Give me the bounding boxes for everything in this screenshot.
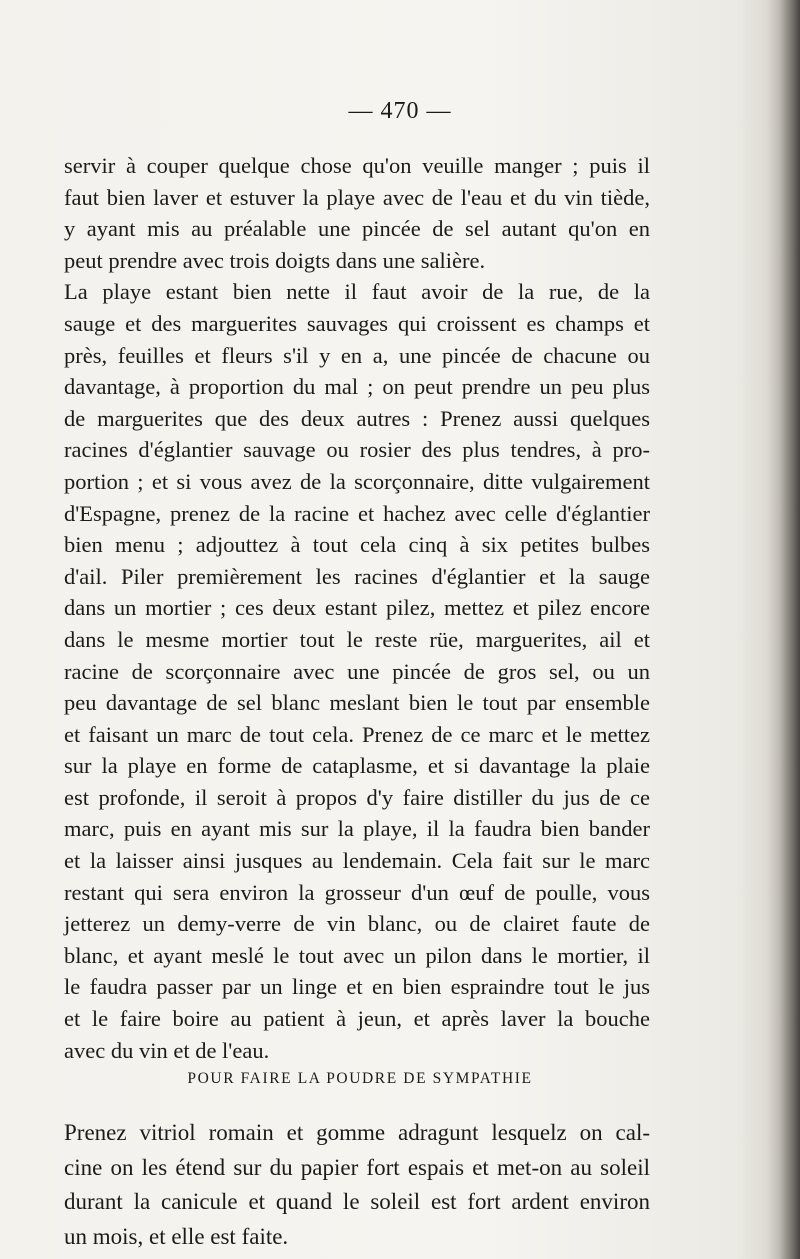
text-line: dans un mortier ; ces deux estant pilez, mettez et pilez encore xyxy=(64,595,650,621)
paragraph-1 xyxy=(64,150,650,1066)
text-line: sur la playe en forme de cataplasme, et si davantage la plaie xyxy=(64,753,650,779)
text-line: portion ; et si vous avez de la scorçonnaire, ditte vulgairement xyxy=(64,468,650,494)
text-line: est profonde, il seroit à propos d'y faire distiller du jus de ce xyxy=(64,784,650,810)
text-line: peut prendre avec trois doigts dans une salière. xyxy=(64,247,486,273)
text-line: d'Espagne, prenez de la racine et hachez avec celle d'églantier xyxy=(64,500,650,526)
text-line: avec du vin et de l'eau. xyxy=(64,1037,270,1063)
text-line: dans le mesme mortier tout le reste rüe, marguerites, ail et xyxy=(64,626,650,652)
text-line: restant qui sera environ la grosseur d'un œuf de poulle, vous xyxy=(64,879,650,905)
text-line: près, feuilles et fleurs s'il y en a, une pincée de chacune ou xyxy=(64,342,650,368)
paragraph-2 xyxy=(64,1116,650,1254)
text-line: marc, puis en ayant mis sur la playe, il la faudra bien bander xyxy=(64,816,650,842)
text-line: racine de scorçonnaire avec une pincée de gros sel, ou un xyxy=(64,658,650,684)
text-line: durant la canicule et quand le soleil est fort ardent environ xyxy=(64,1189,650,1214)
text-line: servir à couper quelque chose qu'on veuille manger ; puis il xyxy=(64,153,650,178)
text-line: de marguerites que des deux autres : Prenez aussi quelques xyxy=(64,405,650,431)
text-line: peu davantage de sel blanc meslant bien le tout par ensemble xyxy=(64,690,650,716)
text-line: y ayant mis au préalable une pincée de sel autant qu'on en xyxy=(64,216,650,242)
text-line: et le faire boire au patient à jeun, et après laver la bouche xyxy=(64,1006,650,1032)
text-line: Prenez vitriol romain et gomme adragunt lesquelz on cal- xyxy=(64,1120,650,1145)
text-line: La playe estant bien nette il faut avoir de la rue, de la xyxy=(64,279,650,305)
text-line: faut bien laver et estuver la playe avec de l'eau et du vin tiède, xyxy=(64,184,650,210)
text-line: blanc, et ayant meslé le tout avec un pilon dans le mortier, il xyxy=(64,942,650,968)
text-line: jetterez un demy-verre de vin blanc, ou de clairet faute de xyxy=(64,911,650,937)
text-line: un mois, et elle est faite. xyxy=(64,1223,289,1249)
text-line: cine on les étend sur du papier fort espais et met-on au soleil xyxy=(64,1154,650,1180)
text-line: davantage, à proportion du mal ; on peut prendre un peu plus xyxy=(64,374,650,400)
text-line: d'ail. Piler premièrement les racines d'églantier et la sauge xyxy=(64,563,650,589)
section-heading: POUR FAIRE LA POUDRE DE SYMPATHIE xyxy=(187,1070,533,1087)
page-gutter-shadow xyxy=(766,0,800,1259)
text-line: et la laisser ainsi jusques au lendemain. Cela fait sur le marc xyxy=(64,848,650,874)
page-number: — 470 — xyxy=(348,98,452,124)
text-line: bien menu ; adjouttez à tout cela cinq à six petites bulbes xyxy=(64,532,650,558)
text-line: et faisant un marc de tout cela. Prenez de ce marc et le mettez xyxy=(64,721,650,747)
text-line: le faudra passer par un linge et en bien espraindre tout le jus xyxy=(64,974,650,1000)
text-line: sauge et des marguerites sauvages qui croissent es champs et xyxy=(64,310,650,336)
text-line: racines d'églantier sauvage ou rosier des plus tendres, à pro- xyxy=(64,437,650,463)
